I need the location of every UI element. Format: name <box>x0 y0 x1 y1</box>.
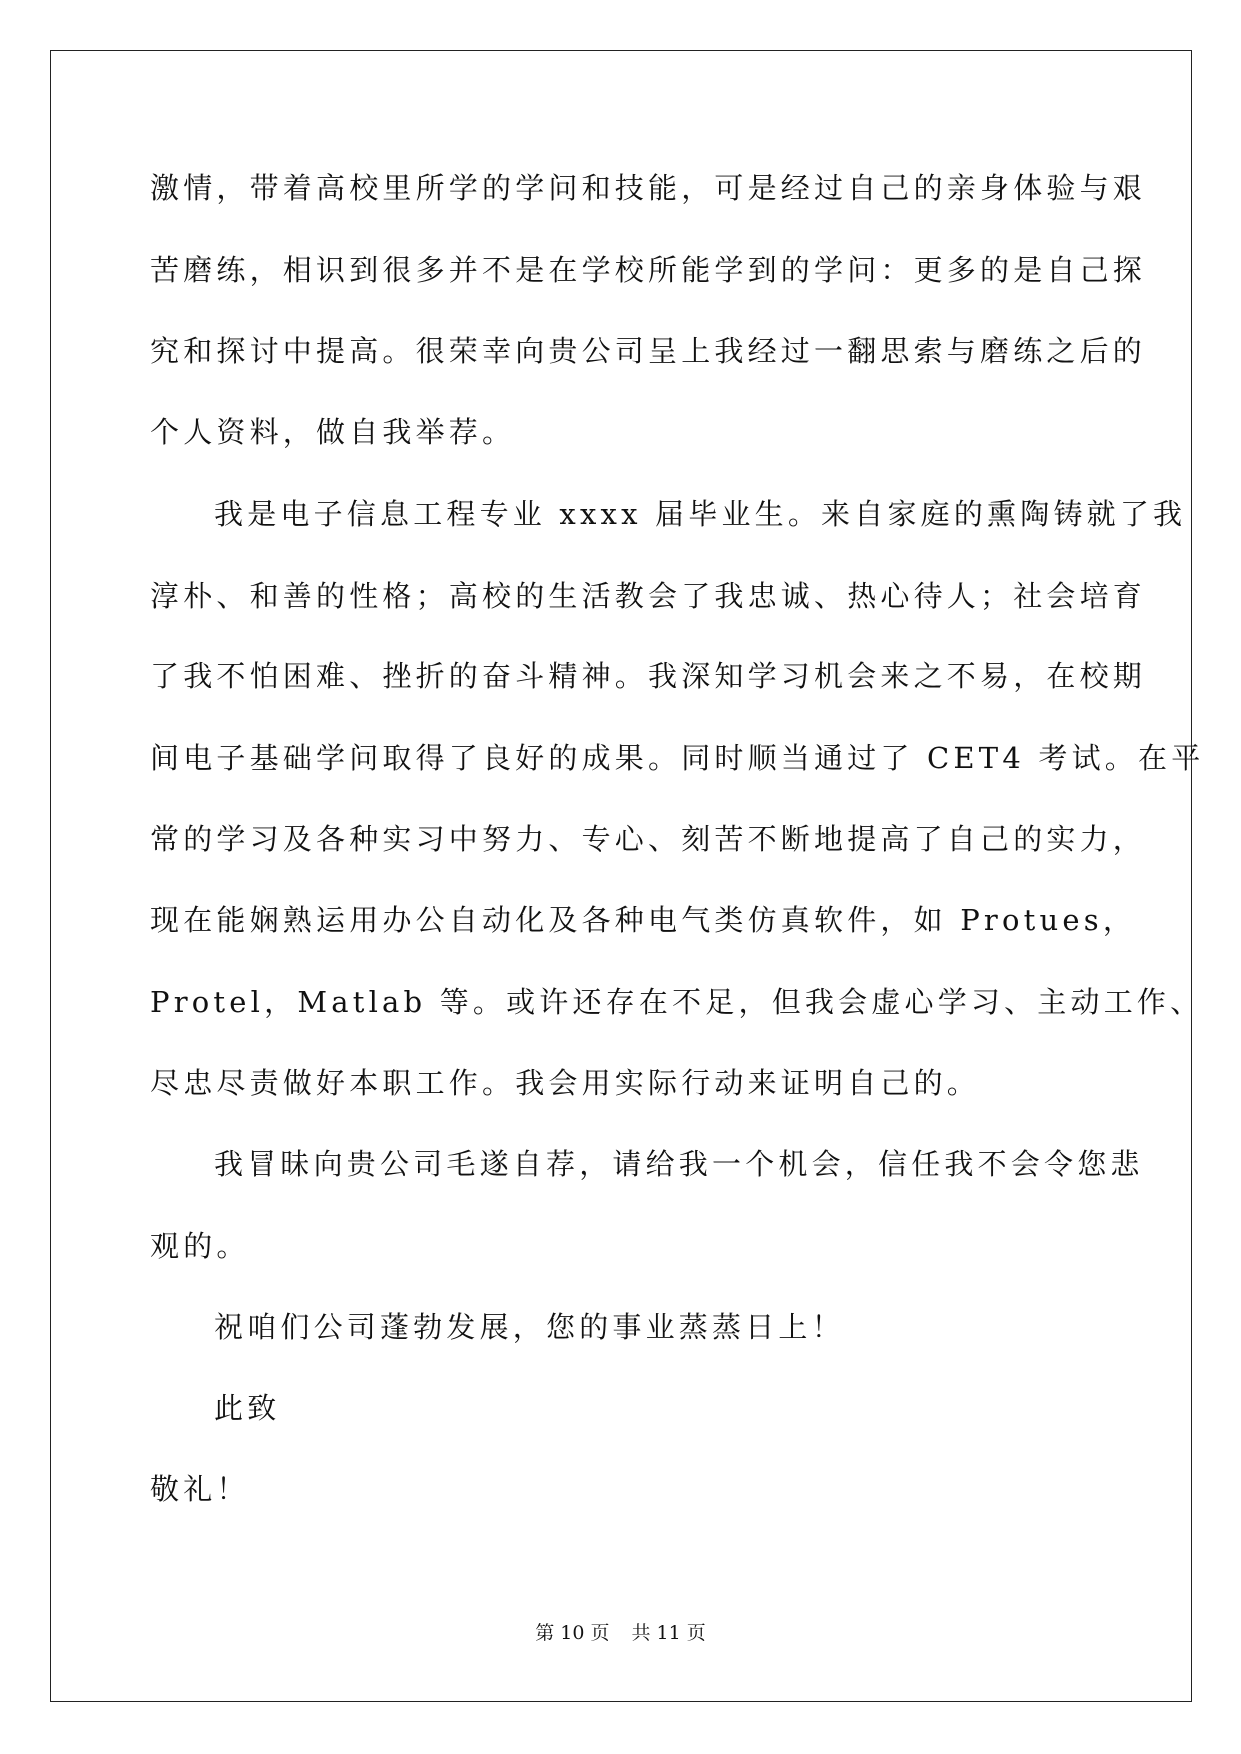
closing-phrase: 此致 <box>214 1391 281 1425</box>
text-line: 激情，带着高校里所学的学问和技能，可是经过自己的亲身体验与艰 <box>150 171 1147 205</box>
text-line: 淳朴、和善的性格；高校的生活教会了我忠诚、热心待人；社会培育 <box>150 579 1147 613</box>
text-line: 观的。 <box>150 1229 250 1263</box>
text-line: 我冒昧向贵公司毛遂自荐，请给我一个机会，信任我不会令您悲 <box>214 1147 1144 1181</box>
text-line: 常的学习及各种实习中努力、专心、刻苦不断地提高了自己的实力， <box>150 822 1147 856</box>
salutation: 敬礼！ <box>150 1472 250 1506</box>
page-number-total: 共 11 页 <box>631 1622 706 1644</box>
text-line: 尽忠尽责做好本职工作。我会用实际行动来证明自己的。 <box>150 1066 981 1100</box>
text-line: 我是电子信息工程专业 xxxx 届毕业生。来自家庭的熏陶铸就了我 <box>214 497 1187 531</box>
text-line: 祝咱们公司蓬勃发展，您的事业蒸蒸日上！ <box>214 1310 845 1344</box>
text-line: 了我不怕困难、挫折的奋斗精神。我深知学习机会来之不易，在校期 <box>150 659 1147 693</box>
text-line: 个人资料，做自我举荐。 <box>150 415 516 449</box>
text-line: 苦磨练，相识到很多并不是在学校所能学到的学问：更多的是自己探 <box>150 253 1147 287</box>
page-footer <box>0 1618 1241 1645</box>
page-border <box>50 50 1192 1702</box>
text-line: 究和探讨中提高。很荣幸向贵公司呈上我经过一翻思索与磨练之后的 <box>150 334 1147 368</box>
text-line: Protel，Matlab 等。或许还存在不足，但我会虚心学习、主动工作、 <box>150 985 1204 1019</box>
text-line: 现在能娴熟运用办公自动化及各种电气类仿真软件，如 Protues， <box>150 903 1137 937</box>
text-line: 间电子基础学问取得了良好的成果。同时顺当通过了 CET4 考试。在平 <box>150 741 1205 775</box>
page-number-current: 第 10 页 <box>535 1622 610 1644</box>
